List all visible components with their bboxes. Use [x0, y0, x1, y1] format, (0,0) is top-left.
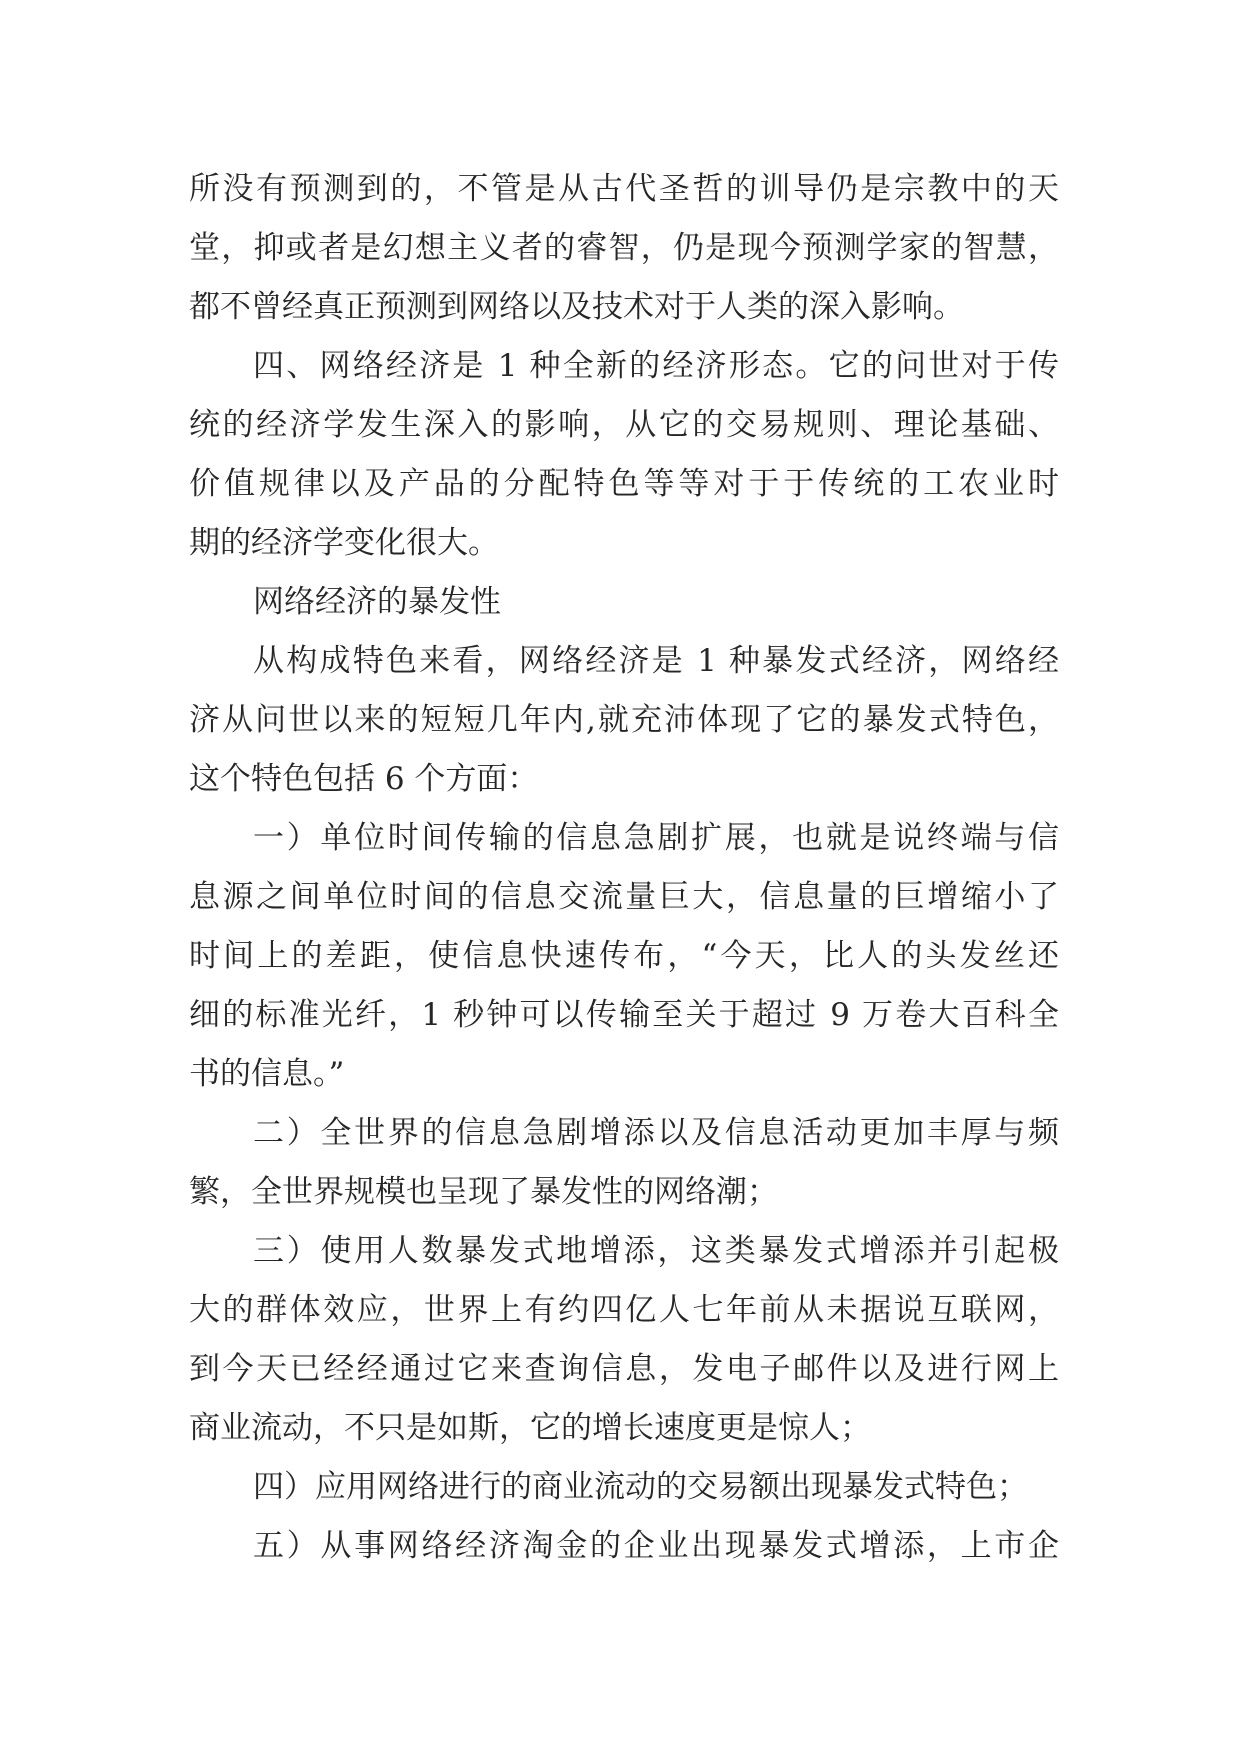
text-line: 价值规律以及产品的分配特色等等对于于传统的工农业时 [189, 466, 1059, 502]
paragraph-first-line: 四、网络经济是 1 种全新的经济形态。它的问世对于传 [253, 348, 1059, 384]
text-line: 细的标准光纤，1 秒钟可以传输至关于超过 9 万卷大百科全 [189, 997, 1059, 1033]
text-line: 到今天已经经通过它来查询信息，发电子邮件以及进行网上 [189, 1351, 1059, 1387]
list-item-first-line: 二）全世界的信息急剧增添以及信息活动更加丰厚与频 [253, 1115, 1059, 1151]
text-line: 统的经济学发生深入的影响，从它的交易规则、理论基础、 [189, 407, 1059, 443]
list-item-first-line: 四）应用网络进行的商业流动的交易额出现暴发式特色； [253, 1469, 1028, 1505]
text-line: 商业流动，不只是如斯，它的增长速度更是惊人； [189, 1410, 871, 1446]
text-line: 繁，全世界规模也呈现了暴发性的网络潮； [189, 1174, 778, 1210]
list-item-first-line: 一）单位时间传输的信息急剧扩展，也就是说终端与信 [253, 820, 1059, 856]
section-heading: 网络经济的暴发性 [253, 584, 501, 620]
text-line: 这个特色包括 6 个方面： [189, 761, 539, 797]
text-line: 息源之间单位时间的信息交流量巨大，信息量的巨增缩小了 [189, 879, 1059, 915]
text-line: 书的信息。” [189, 1056, 345, 1092]
text-line: 大的群体效应，世界上有约四亿人七年前从未据说互联网， [189, 1292, 1059, 1328]
text-line: 期的经济学变化很大。 [189, 525, 499, 561]
text-line: 堂，抑或者是幻想主义者的睿智，仍是现今预测学家的智慧， [189, 230, 1059, 266]
list-item-first-line: 五）从事网络经济淘金的企业出现暴发式增添，上市企 [253, 1528, 1059, 1564]
text-line: 所没有预测到的，不管是从古代圣哲的训导仍是宗教中的天 [189, 171, 1059, 207]
text-line: 都不曾经真正预测到网络以及技术对于人类的深入影响。 [189, 289, 964, 325]
list-item-first-line: 三）使用人数暴发式地增添，这类暴发式增添并引起极 [253, 1233, 1059, 1269]
paragraph-first-line: 从构成特色来看，网络经济是 1 种暴发式经济，网络经 [253, 643, 1059, 679]
text-line: 时间上的差距，使信息快速传布，“今天，比人的头发丝还 [189, 938, 1059, 974]
body-text [189, 160, 1059, 1576]
text-line: 济从问世以来的短短几年内,就充沛体现了它的暴发式特色， [189, 702, 1059, 738]
